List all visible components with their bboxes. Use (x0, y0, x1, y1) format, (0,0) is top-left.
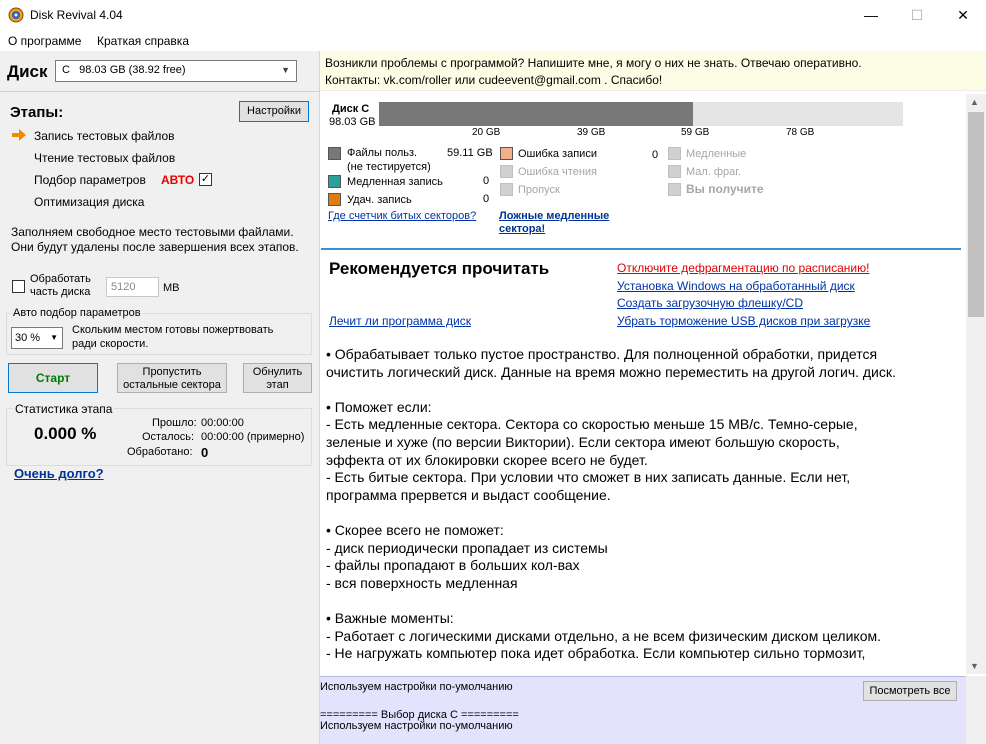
scroll-up-icon[interactable]: ▲ (970, 97, 979, 107)
close-button[interactable]: ✕ (957, 7, 969, 23)
settings-button[interactable]: Настройки (239, 101, 309, 122)
auto-checkbox[interactable]: ✓ (200, 173, 211, 185)
processed-value: 0 (201, 445, 209, 460)
auto-params-title: Авто подбор параметров (13, 307, 141, 319)
bad-counter-link[interactable]: Где счетчик битых секторов? (328, 210, 477, 222)
disk-usage-bar (379, 102, 903, 126)
progress-percent: 0.000 % (34, 424, 97, 443)
legend-user-files-value: 59.11 GB (447, 147, 493, 159)
legend-user-files-line1: Файлы польз. (347, 147, 418, 159)
scroll-thumb[interactable] (968, 112, 984, 317)
auto-label: АВТО (161, 173, 195, 187)
skip-label-1: Пропустить (142, 366, 202, 378)
notice-line-1: Возникли проблемы с программой? Напишите мне, я могу о них не знать. Отвечаю оперативно. (325, 56, 862, 70)
legend-slow-write-value: 0 (483, 175, 490, 187)
legend-read-error: Ошибка чтения (518, 166, 597, 178)
chevron-down-icon: ▼ (50, 333, 58, 342)
reset-stage-button[interactable] (243, 363, 312, 393)
legend-write-error-swatch (500, 147, 513, 160)
stage-params: Подбор параметров (34, 173, 146, 187)
reset-label-2: этап (266, 379, 289, 391)
content-scrollbar[interactable] (966, 94, 986, 674)
auto-params-desc: Скольким местом готовы пожертвовать ради скорости. (72, 324, 274, 350)
tick-39: 39 GB (577, 127, 606, 138)
notice-banner (320, 51, 986, 91)
partial-size-input[interactable]: 5120 (106, 277, 159, 297)
log-line: Используем настройки по-умолчанию (320, 681, 513, 693)
disk-map-size: 98.03 GB (329, 116, 376, 128)
maximize-button[interactable]: ☐ (910, 7, 924, 23)
partial-label-line1: Обработать (30, 273, 91, 285)
notice-line-2: Контакты: vk.com/roller или cudeevent@gmail.com . Спасибо! (325, 73, 663, 87)
stage-read: Чтение тестовых файлов (34, 151, 176, 165)
app-icon (8, 7, 24, 23)
stage-write: Запись тестовых файлов (34, 129, 175, 143)
processed-label: Обработано: (127, 446, 193, 458)
usb-slowdown-link[interactable]: Убрать торможение USB дисков при загрузке (617, 314, 871, 328)
defrag-link[interactable]: Отключите дефрагментацию по расписанию! (617, 261, 870, 275)
too-long-link[interactable]: Очень долго? (14, 466, 104, 481)
legend-you-get-swatch (668, 183, 681, 196)
disk-label: Диск (7, 62, 48, 81)
tick-20: 20 GB (472, 127, 501, 138)
legend-user-files (347, 146, 431, 174)
window-title: Disk Revival 4.04 (30, 8, 123, 22)
disk-select[interactable] (55, 60, 297, 82)
auto-percent-select[interactable] (11, 327, 63, 349)
boot-usb-link[interactable]: Создать загрузочную флешку/CD (617, 296, 803, 310)
legend-small-frag-swatch (668, 165, 681, 178)
show-all-button[interactable]: Посмотреть все (863, 681, 957, 701)
chevron-down-icon: ▼ (281, 65, 290, 75)
skip-sectors-button[interactable] (117, 363, 227, 393)
legend-user-files-line2: (не тестируется) (347, 161, 431, 173)
legend-read-error-swatch (500, 165, 513, 178)
legend-small-frag: Мал. фраг. (686, 166, 741, 178)
legend-user-files-swatch (328, 147, 341, 160)
heal-disk-link[interactable]: Лечит ли программа диск (329, 314, 472, 328)
current-stage-arrow-icon (11, 128, 27, 142)
partial-label (30, 273, 91, 299)
partial-label-line2: часть диска (30, 286, 91, 298)
info-text: • Обрабатывает только пустое пространство. Для полноценной обработки, придется очистить логический диск. Данные на время можно переместить на другой логич. диск. • Поможет если: - Есть медленные сектора. Сектора со скоростью меньше 15 MB/c. Темно-серые, зеленые и хуже (по версии Виктории). Если сектора имеют большую скорость, эффекта от их блокировки скорее всего не будет. - Есть битые сектора. При условии что сможет в них записать данные. Если нет, программа прервется и выдаст сообщение. • Скорее всего не поможет: - диск периодически пропадает из системы - файлы пропадают в больших кол-вах - вся поверхность медленная • Важные моменты: - Работает с логическими дисками отдельно, а не всем физическим диском целиком. - Не нагружать компьютер пока идет обработка. Если компьютер сильно тормозит, (326, 346, 896, 662)
legend-skip: Пропуск (518, 184, 560, 196)
reset-label-1: Обнулить (252, 366, 303, 378)
legend-deleted-write: Удач. запись (347, 194, 412, 206)
partial-unit: MB (163, 282, 180, 294)
remaining-label: Осталось: (142, 431, 195, 443)
legend-slow-write: Медленная запись (347, 176, 443, 188)
elapsed-value: 00:00:00 (201, 417, 244, 429)
auto-percent-value: 30 % (15, 332, 41, 344)
legend-deleted-write-swatch (328, 193, 341, 206)
log-scrollbar[interactable] (966, 676, 986, 744)
partial-checkbox[interactable] (12, 280, 25, 293)
disk-map-name: Диск C (332, 103, 370, 115)
legend-slow-swatch (668, 147, 681, 160)
skip-label-2: остальные сектора (123, 379, 221, 391)
legend-skip-swatch (500, 183, 513, 196)
start-button[interactable]: Старт (8, 363, 98, 393)
divider (0, 91, 320, 92)
disk-select-value: C 98.03 GB (38.92 free) (62, 64, 186, 76)
tick-78: 78 GB (786, 127, 815, 138)
minimize-button[interactable]: — (864, 7, 878, 23)
elapsed-label: Прошло: (152, 417, 197, 429)
false-slow-link-line1: Ложные медленные (499, 210, 610, 222)
stage-optimize: Оптимизация диска (34, 195, 145, 209)
menu-about[interactable]: О программе (8, 34, 82, 48)
false-slow-link-line2: сектора! (499, 223, 546, 235)
tick-59: 59 GB (681, 127, 710, 138)
log-line: ========= Выбор диска C ========= (320, 709, 519, 721)
recommend-title: Рекомендуется прочитать (329, 259, 550, 278)
legend-write-error: Ошибка записи (518, 148, 597, 160)
stages-title: Этапы: (10, 104, 64, 121)
legend-slow: Медленные (686, 148, 747, 160)
legend-write-error-value: 0 (652, 149, 659, 161)
false-slow-link[interactable] (499, 210, 609, 236)
stage-description: Заполняем свободное место тестовыми файлами. Они будут удалены после завершения всех этапов. (11, 225, 299, 254)
install-windows-link[interactable]: Установка Windows на обработанный диск (617, 279, 855, 293)
legend-deleted-write-value: 0 (483, 193, 490, 205)
remaining-value: 00:00:00 (примерно) (201, 431, 305, 443)
disk-usage-bar-fill (379, 102, 693, 126)
legend-slow-write-swatch (328, 175, 341, 188)
stats-title: Статистика этапа (15, 402, 113, 416)
legend-you-get: Вы получите (686, 182, 764, 196)
log-line: Используем настройки по-умолчанию (320, 720, 513, 732)
scroll-down-icon[interactable]: ▼ (970, 661, 979, 671)
menu-help[interactable]: Краткая справка (97, 34, 189, 48)
title-bar (0, 0, 986, 30)
